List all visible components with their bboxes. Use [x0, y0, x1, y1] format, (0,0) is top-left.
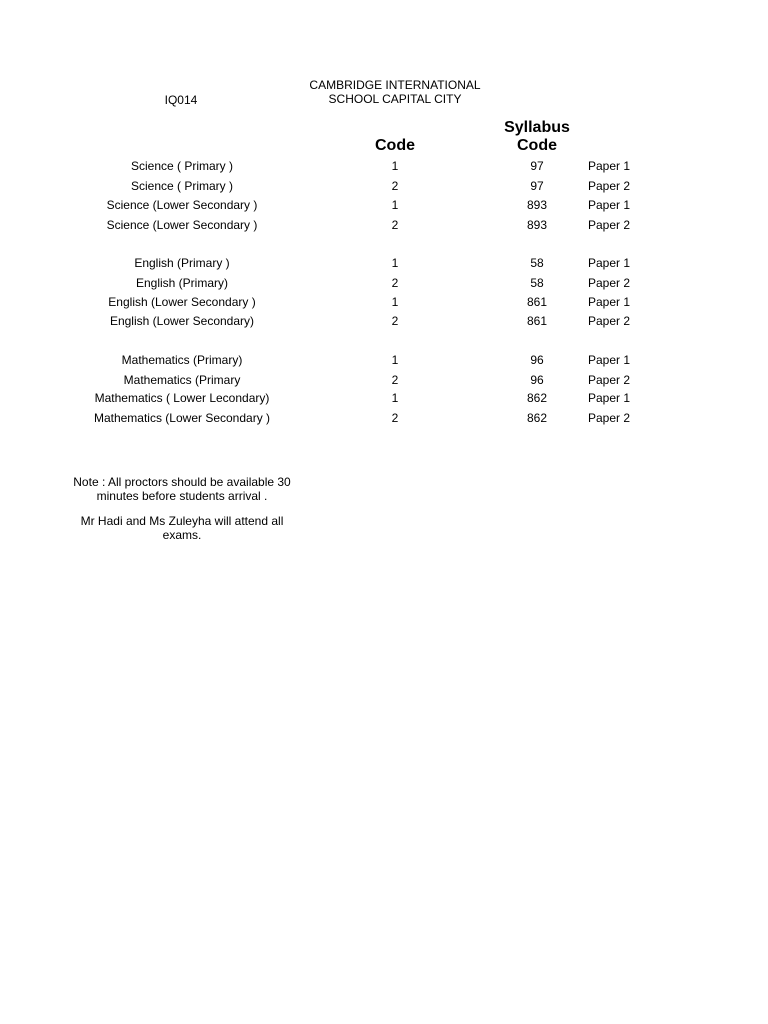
code-cell: 1 — [391, 295, 399, 309]
code-cell: 2 — [391, 314, 399, 328]
subject-cell: Science ( Primary ) — [130, 179, 234, 193]
table-row — [0, 176, 768, 196]
attendance-note-line-2: exams. — [162, 528, 202, 542]
syllabus-header-line-1: Syllabus — [504, 119, 570, 136]
paper-cell: Paper 1 — [588, 256, 631, 270]
code-cell: 1 — [391, 159, 399, 173]
proctor-note — [62, 475, 302, 503]
attendance-note — [62, 514, 302, 542]
subject-cell: Science (Lower Secondary ) — [106, 198, 258, 212]
syllabus-cell: 861 — [526, 295, 548, 309]
syllabus-cell: 893 — [526, 218, 548, 232]
syllabus-cell: 97 — [530, 159, 544, 173]
table-row — [0, 273, 768, 293]
syllabus-cell: 58 — [530, 256, 544, 270]
code-cell: 1 — [391, 256, 399, 270]
table-row — [0, 370, 768, 390]
proctor-note-line-1: Note : All proctors should be available 30 — [73, 475, 291, 489]
paper-cell: Paper 1 — [588, 198, 631, 212]
table-row — [0, 388, 768, 408]
paper-cell: Paper 2 — [588, 276, 631, 290]
code-cell: 2 — [391, 276, 399, 290]
paper-cell: Paper 1 — [588, 391, 631, 405]
table-row — [0, 156, 768, 176]
proctor-note-line-2: minutes before students arrival . — [96, 489, 268, 503]
syllabus-cell: 96 — [530, 373, 544, 387]
subject-cell: Mathematics (Primary) — [121, 353, 243, 367]
table-row — [0, 195, 768, 215]
subject-cell: English (Primary ) — [134, 256, 230, 270]
subject-cell: Science (Lower Secondary ) — [106, 218, 258, 232]
subject-cell: Mathematics (Lower Secondary ) — [93, 411, 271, 425]
paper-cell: Paper 2 — [588, 314, 631, 328]
school-name-line-1: CAMBRIDGE INTERNATIONAL — [309, 78, 481, 92]
code-cell: 2 — [391, 373, 399, 387]
syllabus-code-column-header — [488, 119, 586, 155]
code-cell: 2 — [391, 218, 399, 232]
syllabus-cell: 58 — [530, 276, 544, 290]
code-cell: 1 — [391, 198, 399, 212]
code-cell: 1 — [391, 391, 399, 405]
subject-cell: Mathematics ( Lower Lecondary) — [94, 391, 270, 405]
paper-cell: Paper 1 — [588, 353, 631, 367]
subject-cell: English (Primary) — [135, 276, 228, 290]
code-cell: 2 — [391, 179, 399, 193]
school-name-line-2: SCHOOL CAPITAL CITY — [328, 92, 462, 106]
table-row — [0, 350, 768, 370]
syllabus-header-line-2: Code — [517, 137, 557, 154]
syllabus-cell: 96 — [530, 353, 544, 367]
subject-cell: English (Lower Secondary ) — [108, 295, 256, 309]
syllabus-cell: 893 — [526, 198, 548, 212]
code-column-header: Code — [375, 137, 415, 154]
syllabus-cell: 862 — [526, 391, 548, 405]
paper-cell: Paper 2 — [588, 411, 631, 425]
paper-cell: Paper 1 — [588, 159, 631, 173]
subject-cell: Mathematics (Primary — [123, 373, 241, 387]
code-cell: 1 — [391, 353, 399, 367]
syllabus-cell: 862 — [526, 411, 548, 425]
paper-cell: Paper 2 — [588, 179, 631, 193]
table-row — [0, 311, 768, 331]
paper-cell: Paper 2 — [588, 218, 631, 232]
syllabus-cell: 97 — [530, 179, 544, 193]
table-row — [0, 292, 768, 312]
table-row — [0, 408, 768, 428]
paper-cell: Paper 1 — [588, 295, 631, 309]
table-row — [0, 215, 768, 235]
paper-cell: Paper 2 — [588, 373, 631, 387]
table-row — [0, 253, 768, 273]
school-code: IQ014 — [164, 93, 198, 107]
subject-cell: English (Lower Secondary) — [109, 314, 255, 328]
syllabus-cell: 861 — [526, 314, 548, 328]
school-name — [290, 78, 500, 106]
subject-cell: Science ( Primary ) — [130, 159, 234, 173]
code-cell: 2 — [391, 411, 399, 425]
attendance-note-line-1: Mr Hadi and Ms Zuleyha will attend all — [80, 514, 284, 528]
